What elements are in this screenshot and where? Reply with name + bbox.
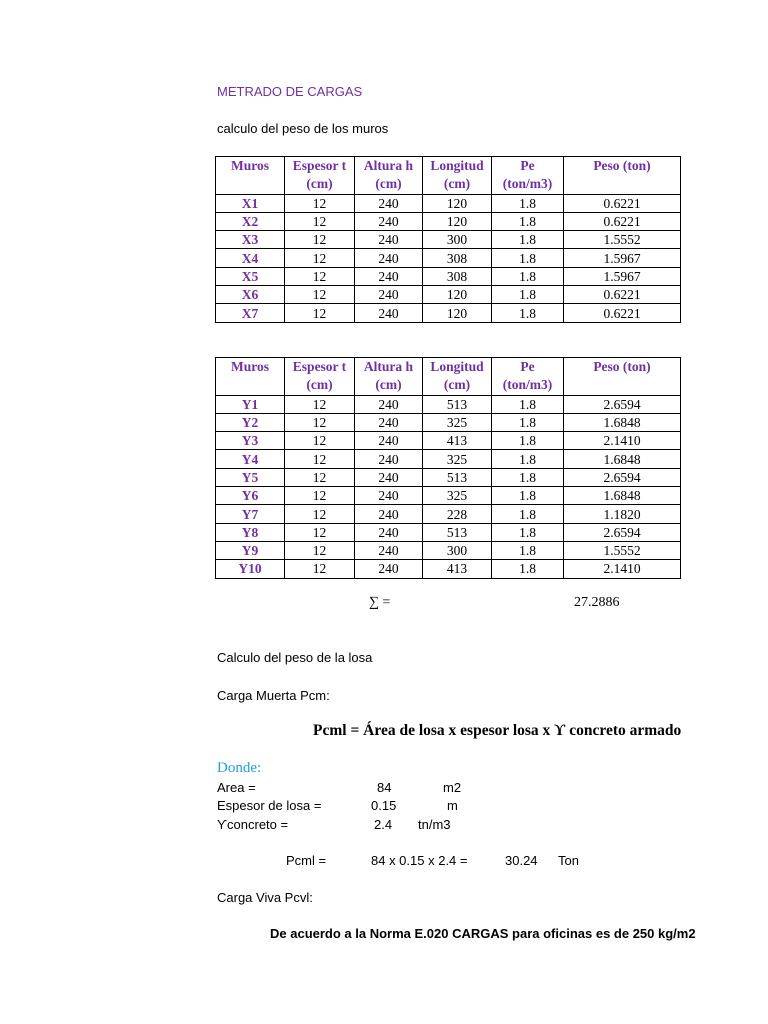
cell-peso: 2.6594 <box>564 395 681 413</box>
cell-altura: 240 <box>355 212 423 230</box>
cell-longitud: 120 <box>423 304 492 322</box>
cell-peso: 2.6594 <box>564 523 681 541</box>
cell-espesor: 12 <box>285 505 355 523</box>
wall-id: Y1 <box>216 395 285 413</box>
donde-label: Donde: <box>217 760 262 776</box>
cell-peso: 0.6221 <box>564 194 681 212</box>
cell-peso: 2.1410 <box>564 432 681 450</box>
table-row <box>216 194 681 212</box>
cell-longitud: 120 <box>423 194 492 212</box>
cell-espesor: 12 <box>285 395 355 413</box>
wall-id: Y10 <box>216 560 285 578</box>
table-row <box>216 487 681 505</box>
cell-espesor: 12 <box>285 194 355 212</box>
calc-label: Pcml = <box>286 853 327 868</box>
cell-altura: 240 <box>355 487 423 505</box>
wall-id: Y5 <box>216 468 285 486</box>
cell-longitud: 513 <box>423 523 492 541</box>
cell-espesor: 12 <box>285 560 355 578</box>
cell-peso: 1.6848 <box>564 450 681 468</box>
cell-altura: 240 <box>355 267 423 285</box>
wall-id: Y3 <box>216 432 285 450</box>
table-row <box>216 432 681 450</box>
header-peso: Peso (ton) <box>564 157 681 176</box>
cell-altura: 240 <box>355 413 423 431</box>
cell-peso: 1.1820 <box>564 505 681 523</box>
header-altura: Altura h <box>355 358 423 377</box>
norma-text: De acuerdo a la Norma E.020 CARGAS para oficinas es de 250 kg/m2 <box>270 926 696 941</box>
table-row <box>216 505 681 523</box>
cell-pe: 1.8 <box>492 212 564 230</box>
carga-muerta-heading: Carga Muerta Pcm: <box>217 688 330 703</box>
var-unit-espesor: m <box>447 798 458 813</box>
section-heading-muros: calculo del peso de los muros <box>217 121 389 136</box>
header-longitud: Longitud <box>423 358 492 377</box>
header-longitud-unit: (cm) <box>423 175 492 194</box>
cell-pe: 1.8 <box>492 249 564 267</box>
header-longitud: Longitud <box>423 157 492 176</box>
table-header-units-row <box>216 376 681 395</box>
cell-altura: 240 <box>355 249 423 267</box>
calc-expression: 84 x 0.15 x 2.4 = <box>371 853 468 868</box>
cell-longitud: 308 <box>423 267 492 285</box>
cell-altura: 240 <box>355 523 423 541</box>
section-heading-losa: Calculo del peso de la losa <box>217 650 373 665</box>
cell-espesor: 12 <box>285 468 355 486</box>
cell-altura: 240 <box>355 194 423 212</box>
cell-peso: 2.1410 <box>564 560 681 578</box>
var-value-concreto: 2.4 <box>374 817 393 832</box>
cell-longitud: 325 <box>423 450 492 468</box>
cell-peso: 1.6848 <box>564 487 681 505</box>
wall-id: X3 <box>216 231 285 249</box>
calc-result: 30.24 <box>505 853 538 868</box>
var-unit-area: m2 <box>443 780 462 795</box>
cell-pe: 1.8 <box>492 487 564 505</box>
header-muros: Muros <box>216 157 285 176</box>
sum-symbol: ∑ = <box>369 595 391 610</box>
wall-id: X5 <box>216 267 285 285</box>
cell-peso: 1.5552 <box>564 541 681 559</box>
cell-longitud: 120 <box>423 212 492 230</box>
cell-longitud: 325 <box>423 413 492 431</box>
cell-longitud: 300 <box>423 231 492 249</box>
cell-peso: 1.5967 <box>564 249 681 267</box>
header-longitud-unit: (cm) <box>423 376 492 395</box>
document-title: METRADO DE CARGAS <box>217 84 363 99</box>
cell-longitud: 120 <box>423 286 492 304</box>
cell-longitud: 513 <box>423 395 492 413</box>
cell-longitud: 325 <box>423 487 492 505</box>
header-muros-unit <box>216 175 285 194</box>
header-espesor-unit: (cm) <box>285 376 355 395</box>
header-pe-unit: (ton/m3) <box>492 376 564 395</box>
cell-espesor: 12 <box>285 249 355 267</box>
table-row <box>216 450 681 468</box>
cell-pe: 1.8 <box>492 450 564 468</box>
cell-altura: 240 <box>355 468 423 486</box>
wall-id: X6 <box>216 286 285 304</box>
cell-espesor: 12 <box>285 432 355 450</box>
formula-pcml: Pcml = Área de losa x espesor losa x ϒ concreto armado <box>313 722 682 739</box>
var-name-espesor: Espesor de losa = <box>217 798 322 813</box>
cell-altura: 240 <box>355 560 423 578</box>
wall-id: X4 <box>216 249 285 267</box>
cell-espesor: 12 <box>285 267 355 285</box>
cell-altura: 240 <box>355 304 423 322</box>
cell-espesor: 12 <box>285 413 355 431</box>
cell-peso: 1.5967 <box>564 267 681 285</box>
table-muros-y <box>215 357 681 579</box>
cell-peso: 0.6221 <box>564 286 681 304</box>
header-altura-unit: (cm) <box>355 376 423 395</box>
header-pe: Pe <box>492 157 564 176</box>
header-altura: Altura h <box>355 157 423 176</box>
table-header-row <box>216 157 681 176</box>
cell-espesor: 12 <box>285 450 355 468</box>
wall-id: Y4 <box>216 450 285 468</box>
cell-peso: 1.6848 <box>564 413 681 431</box>
table-row <box>216 267 681 285</box>
cell-peso: 0.6221 <box>564 212 681 230</box>
cell-peso: 2.6594 <box>564 468 681 486</box>
cell-pe: 1.8 <box>492 286 564 304</box>
calc-unit: Ton <box>558 853 579 868</box>
cell-espesor: 12 <box>285 231 355 249</box>
table-header-row <box>216 358 681 377</box>
cell-peso: 1.5552 <box>564 231 681 249</box>
table-row <box>216 541 681 559</box>
cell-altura: 240 <box>355 450 423 468</box>
table-row <box>216 304 681 322</box>
table-header-units-row <box>216 175 681 194</box>
cell-longitud: 228 <box>423 505 492 523</box>
table-row <box>216 468 681 486</box>
wall-id: X2 <box>216 212 285 230</box>
header-espesor: Espesor t <box>285 157 355 176</box>
var-value-area: 84 <box>377 780 392 795</box>
wall-id: X1 <box>216 194 285 212</box>
cell-pe: 1.8 <box>492 505 564 523</box>
sum-value: 27.2886 <box>574 595 620 610</box>
cell-espesor: 12 <box>285 304 355 322</box>
table-row <box>216 231 681 249</box>
header-peso: Peso (ton) <box>564 358 681 377</box>
cell-pe: 1.8 <box>492 468 564 486</box>
cell-pe: 1.8 <box>492 231 564 249</box>
wall-id: Y7 <box>216 505 285 523</box>
table-muros-x <box>215 156 681 323</box>
wall-id: X7 <box>216 304 285 322</box>
cell-longitud: 413 <box>423 432 492 450</box>
cell-pe: 1.8 <box>492 413 564 431</box>
carga-viva-heading: Carga Viva Pcvl: <box>217 890 313 905</box>
var-name-concreto: ϒconcreto = <box>217 817 289 832</box>
cell-altura: 240 <box>355 505 423 523</box>
cell-altura: 240 <box>355 286 423 304</box>
cell-longitud: 308 <box>423 249 492 267</box>
cell-espesor: 12 <box>285 523 355 541</box>
cell-pe: 1.8 <box>492 432 564 450</box>
table-row <box>216 212 681 230</box>
cell-longitud: 413 <box>423 560 492 578</box>
cell-pe: 1.8 <box>492 523 564 541</box>
wall-id: Y6 <box>216 487 285 505</box>
cell-longitud: 513 <box>423 468 492 486</box>
header-muros-unit <box>216 376 285 395</box>
table-row <box>216 560 681 578</box>
table-row <box>216 395 681 413</box>
header-muros: Muros <box>216 358 285 377</box>
var-unit-concreto: tn/m3 <box>418 817 451 832</box>
wall-id: Y2 <box>216 413 285 431</box>
header-altura-unit: (cm) <box>355 175 423 194</box>
cell-espesor: 12 <box>285 286 355 304</box>
header-espesor-unit: (cm) <box>285 175 355 194</box>
header-pe: Pe <box>492 358 564 377</box>
wall-id: Y9 <box>216 541 285 559</box>
cell-pe: 1.8 <box>492 267 564 285</box>
table-row <box>216 413 681 431</box>
cell-peso: 0.6221 <box>564 304 681 322</box>
cell-altura: 240 <box>355 541 423 559</box>
cell-espesor: 12 <box>285 212 355 230</box>
cell-longitud: 300 <box>423 541 492 559</box>
cell-pe: 1.8 <box>492 541 564 559</box>
header-peso-unit <box>564 376 681 395</box>
cell-espesor: 12 <box>285 541 355 559</box>
cell-pe: 1.8 <box>492 194 564 212</box>
header-espesor: Espesor t <box>285 358 355 377</box>
table-row <box>216 286 681 304</box>
cell-altura: 240 <box>355 395 423 413</box>
wall-id: Y8 <box>216 523 285 541</box>
cell-espesor: 12 <box>285 487 355 505</box>
var-name-area: Area = <box>217 780 256 795</box>
table-row <box>216 249 681 267</box>
cell-pe: 1.8 <box>492 560 564 578</box>
header-peso-unit <box>564 175 681 194</box>
cell-pe: 1.8 <box>492 304 564 322</box>
table-row <box>216 523 681 541</box>
cell-altura: 240 <box>355 231 423 249</box>
var-value-espesor: 0.15 <box>371 798 397 813</box>
cell-pe: 1.8 <box>492 395 564 413</box>
cell-altura: 240 <box>355 432 423 450</box>
header-pe-unit: (ton/m3) <box>492 175 564 194</box>
